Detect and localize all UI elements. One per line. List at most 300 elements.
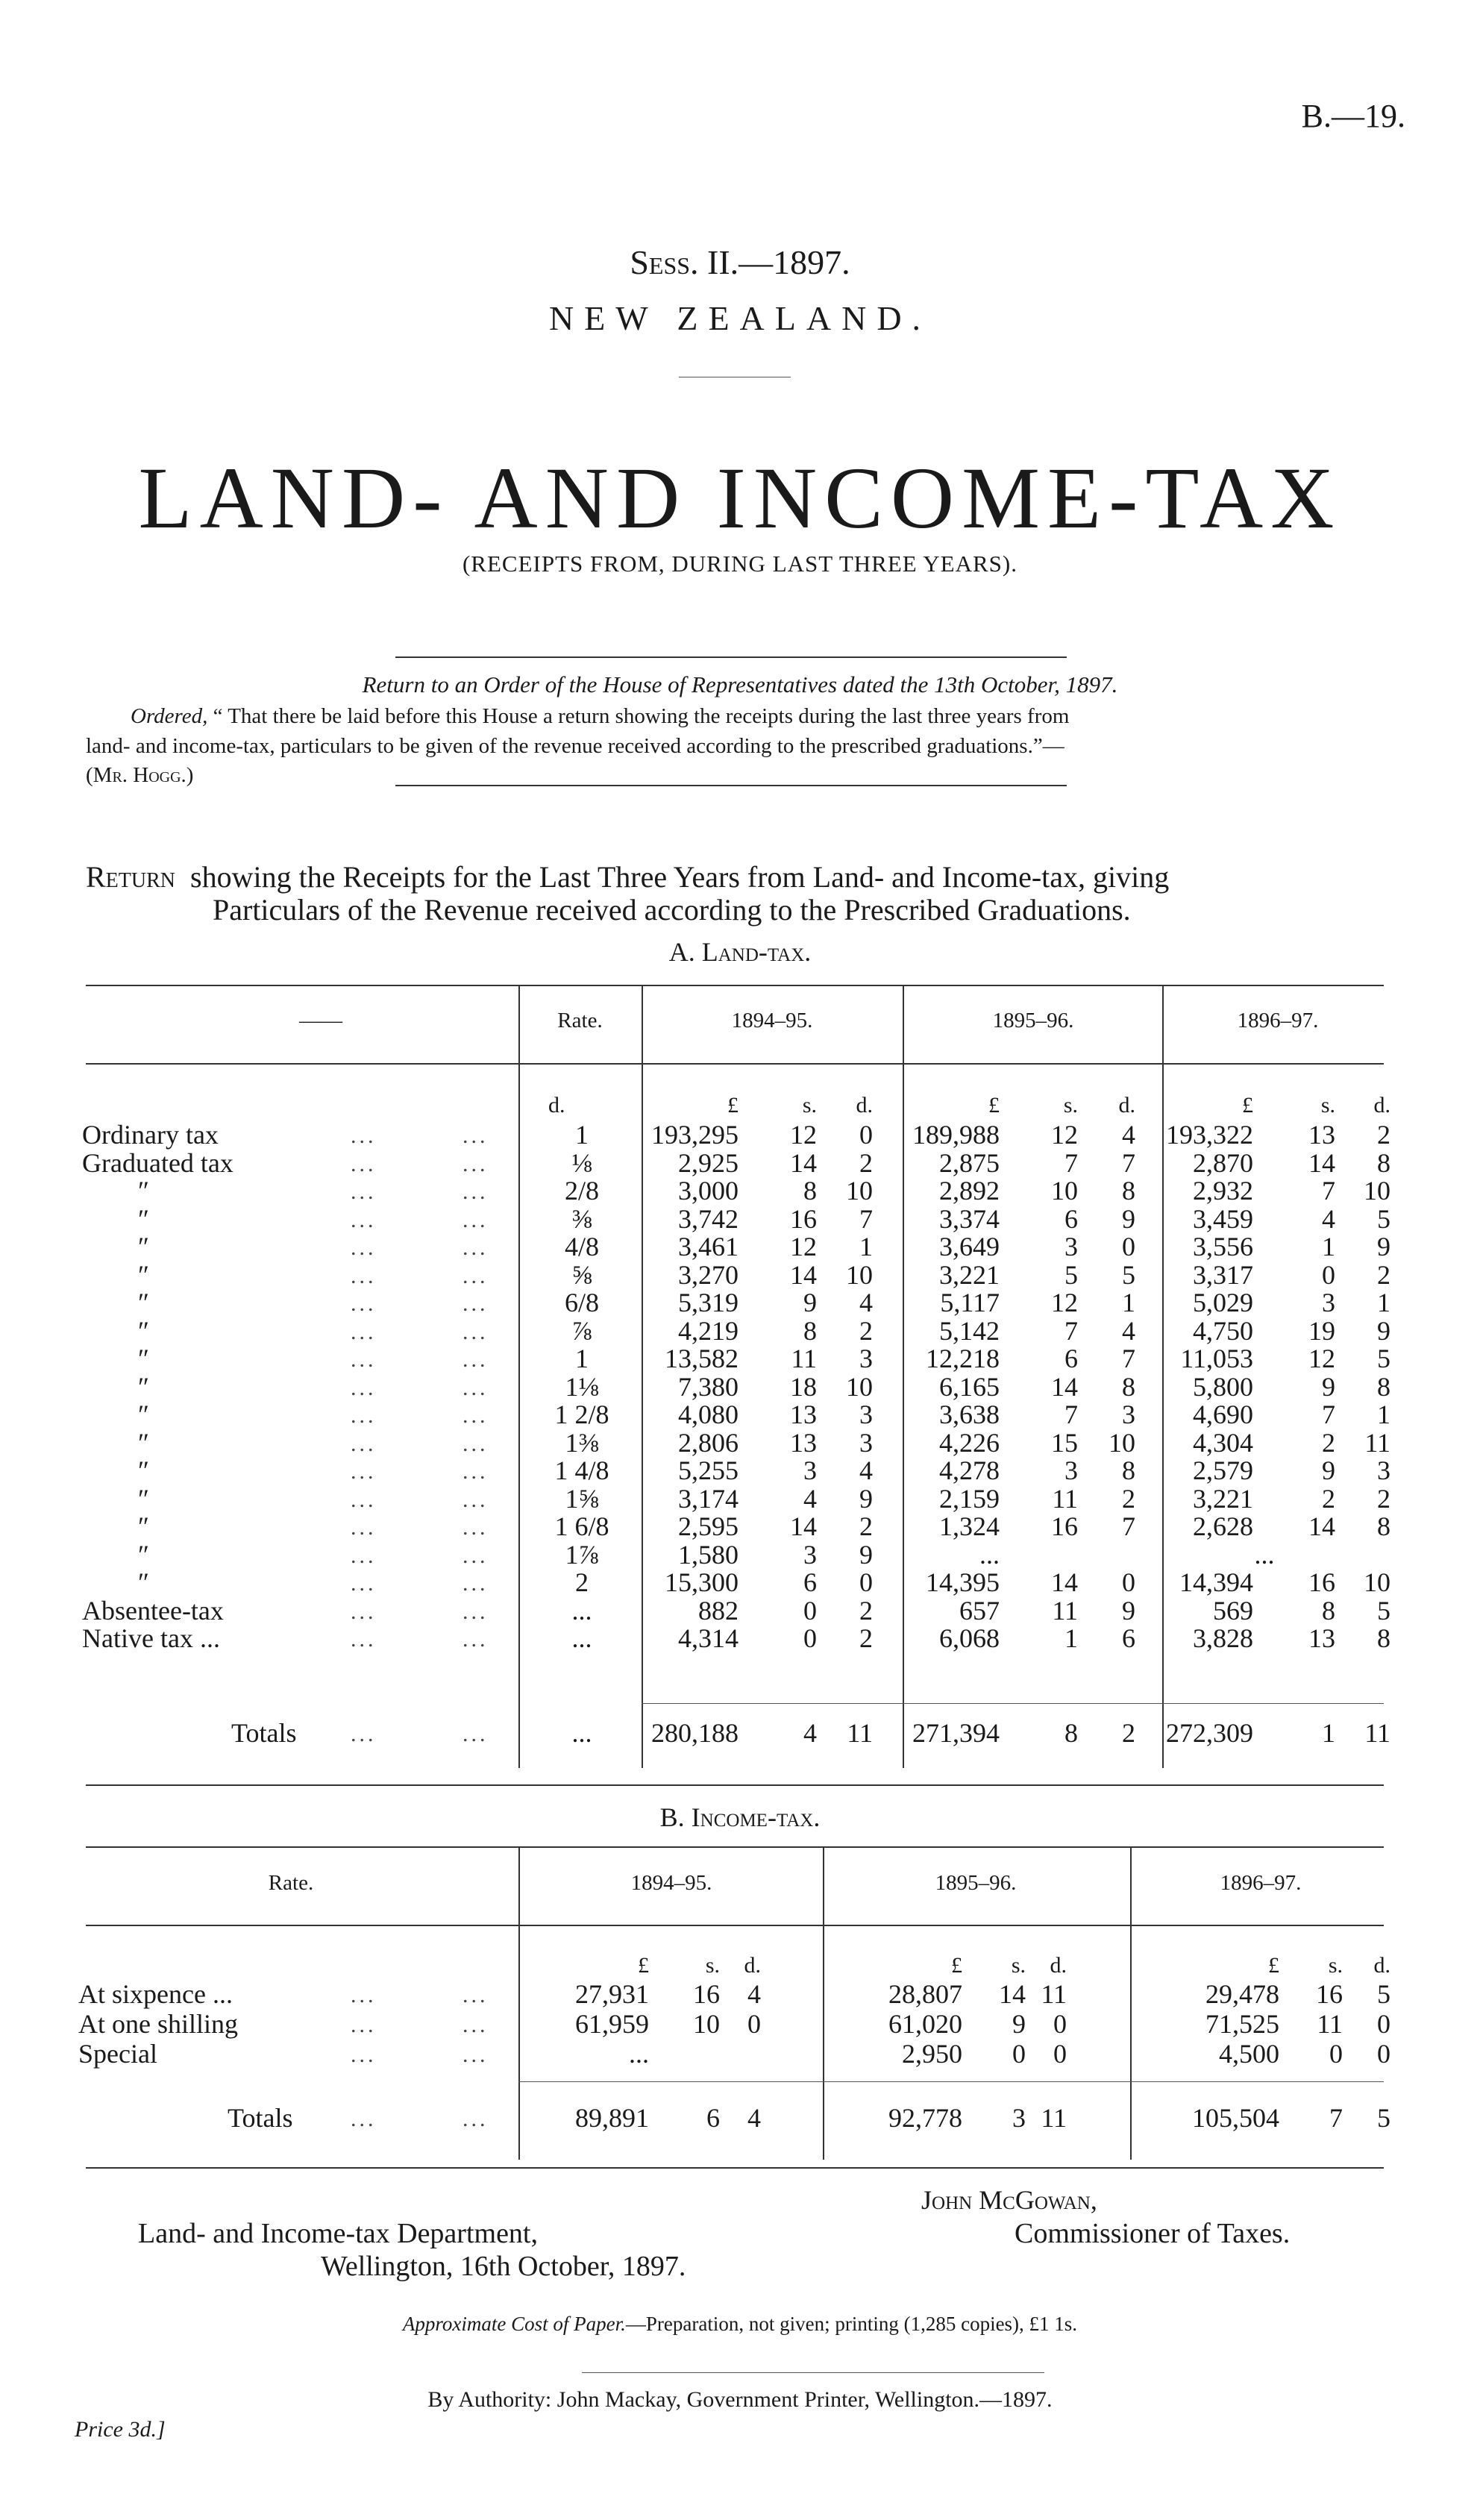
row-rate: 1⅞	[565, 1540, 599, 1570]
price-line: Price 3d.]	[75, 2417, 166, 2442]
row-dots: ...	[351, 1179, 377, 1204]
row-value: 3,221	[1193, 1484, 1253, 1514]
land-total-value: 2	[1122, 1718, 1135, 1748]
row-value: 4	[803, 1484, 817, 1514]
row-value: 9	[1122, 1204, 1135, 1234]
row-value-note: ...	[1254, 1540, 1275, 1570]
land-total-value: 11	[1364, 1718, 1390, 1748]
row-value: 4,278	[939, 1455, 1000, 1485]
income-table-header-rule	[86, 1925, 1384, 1926]
row-value: 19	[1308, 1316, 1335, 1346]
row-value: 3	[1322, 1288, 1335, 1317]
row-value: 0	[747, 2009, 761, 2039]
row-value: 7	[1064, 1148, 1078, 1178]
return-heading-line2: Particulars of the Revenue received according to the Prescribed Graduations.	[213, 893, 1131, 927]
row-value: 8	[1377, 1372, 1390, 1402]
row-value: 4	[1122, 1316, 1135, 1346]
row-value: 2,950	[902, 2039, 962, 2069]
land-total-value: 280,188	[651, 1718, 739, 1748]
row-dots: ...	[351, 1235, 377, 1260]
income-money-unit: s.	[705, 1953, 720, 1978]
row-dots: ...	[351, 1152, 377, 1176]
row-value: 2,870	[1193, 1148, 1253, 1178]
row-value: 10	[1364, 1176, 1390, 1206]
row-value: 7,380	[678, 1372, 739, 1402]
row-value: 2	[1122, 1484, 1135, 1514]
row-value: 5,142	[939, 1316, 1000, 1346]
row-dots: ...	[462, 2013, 489, 2037]
row-value: 4,690	[1193, 1400, 1253, 1429]
footer-rule	[582, 2372, 1044, 2373]
row-value: 6	[1064, 1344, 1078, 1373]
income-tax-title: B. Income-tax.	[659, 1802, 821, 1832]
row-value: 3,221	[939, 1260, 1000, 1290]
row-value: 2,628	[1193, 1511, 1253, 1541]
row-value: ...	[629, 2039, 649, 2069]
row-value: 3,270	[678, 1260, 739, 1290]
row-value: 7	[1322, 1176, 1335, 1206]
row-value: 8	[1122, 1176, 1135, 1206]
land-vline-1	[518, 985, 520, 1768]
row-value: 3,174	[678, 1484, 739, 1514]
row-value: 8	[803, 1316, 817, 1346]
row-dots: ...	[351, 1627, 377, 1652]
page-title: LAND- AND INCOME-TAX	[138, 449, 1342, 547]
row-value: 11	[1364, 1428, 1390, 1458]
row-value: 7	[1122, 1511, 1135, 1541]
row-rate: 1 4/8	[554, 1455, 609, 1485]
land-money-unit: d.	[1373, 1093, 1390, 1118]
income-total-value: 11	[1041, 2103, 1067, 2133]
row-value: 4	[1322, 1204, 1335, 1234]
row-value: 6,068	[939, 1623, 1000, 1653]
row-value: 10	[1109, 1428, 1135, 1458]
land-tax-title: A. Land-tax.	[668, 937, 812, 967]
land-totals-rule	[642, 1703, 1384, 1704]
row-value: 9	[1012, 2009, 1026, 2039]
row-dots: ...	[462, 1432, 489, 1456]
row-value: 9	[803, 1288, 817, 1317]
row-dots: ...	[351, 1291, 377, 1316]
row-dots: ...	[462, 1599, 489, 1624]
row-value: 193,322	[1166, 1120, 1253, 1150]
row-label: Absentee-tax	[82, 1596, 224, 1626]
row-value: 3,556	[1193, 1232, 1253, 1261]
row-label: Graduated tax	[82, 1148, 233, 1178]
row-label: ″	[138, 1204, 149, 1234]
row-value: 2	[1377, 1484, 1390, 1514]
row-value: 9	[1377, 1232, 1390, 1261]
row-value: 9	[1377, 1316, 1390, 1346]
row-dots: ...	[462, 1291, 489, 1316]
order-text-line1	[131, 704, 1069, 729]
row-value: 3	[803, 1455, 817, 1485]
row-value: 2	[859, 1148, 873, 1178]
row-rate: ⅜	[571, 1204, 592, 1234]
row-dots: ...	[351, 1347, 377, 1372]
return-text-1: showing the Receipts for the Last Three Years from Land- and Income-tax, giving	[190, 860, 1170, 894]
land-totals-label: Totals	[231, 1718, 297, 1748]
row-value: 3,649	[939, 1232, 1000, 1261]
row-value: 9	[1322, 1372, 1335, 1402]
row-label: ″	[138, 1288, 149, 1317]
row-value: 569	[1213, 1596, 1253, 1626]
land-total-value: 8	[1064, 1718, 1078, 1748]
row-value: 3	[859, 1428, 873, 1458]
row-value: 28,807	[888, 1979, 962, 2009]
row-rate: 1⅝	[565, 1484, 599, 1514]
row-value: 1	[859, 1232, 873, 1261]
income-money-unit: s.	[1328, 1953, 1343, 1978]
row-value: 3,828	[1193, 1623, 1253, 1653]
row-dots: ...	[351, 1571, 377, 1596]
row-value: 1	[1377, 1288, 1390, 1317]
row-dots: ...	[351, 1123, 377, 1148]
row-value: 0	[803, 1623, 817, 1653]
row-dots: ...	[351, 1599, 377, 1624]
row-value: 13	[790, 1400, 817, 1429]
row-value: 4	[859, 1288, 873, 1317]
row-value: 3,461	[678, 1232, 739, 1261]
land-year-header-1: 1894–95.	[731, 1009, 813, 1032]
row-dots: ...	[351, 2013, 377, 2037]
row-dots: ...	[462, 1123, 489, 1148]
row-value: 16	[790, 1204, 817, 1234]
row-value: 7	[1122, 1148, 1135, 1178]
row-value: 4,314	[678, 1623, 739, 1653]
row-value: 3,638	[939, 1400, 1000, 1429]
land-totals-dots-1: ...	[351, 1722, 377, 1746]
row-value: 8	[1377, 1511, 1390, 1541]
row-value: 1	[1064, 1623, 1078, 1653]
row-value: 14,395	[926, 1567, 1000, 1597]
land-rate-header: Rate.	[557, 1009, 603, 1032]
row-value: 6,165	[939, 1372, 1000, 1402]
land-rate-unit: d.	[548, 1093, 565, 1118]
income-total-value: 105,504	[1192, 2103, 1279, 2133]
row-value: 2,159	[939, 1484, 1000, 1514]
row-rate: 1 2/8	[554, 1400, 609, 1429]
row-value: 7	[1064, 1400, 1078, 1429]
row-label: ″	[138, 1428, 149, 1458]
income-total-value: 4	[747, 2103, 761, 2133]
row-value: 4,500	[1219, 2039, 1279, 2069]
row-value: 16	[1308, 1567, 1335, 1597]
row-dots: ...	[351, 1543, 377, 1568]
row-value: 6	[803, 1567, 817, 1597]
row-value: 10	[846, 1260, 873, 1290]
land-money-unit: s.	[802, 1093, 817, 1118]
row-value: 0	[1122, 1232, 1135, 1261]
income-money-unit: £	[951, 1953, 962, 1978]
land-totals-rate: ...	[571, 1718, 592, 1748]
row-value: 5,319	[678, 1288, 739, 1317]
income-year-header-2: 1895–96.	[935, 1871, 1017, 1895]
row-value: 2	[859, 1316, 873, 1346]
row-dots: ...	[462, 1403, 489, 1428]
row-value: 2,595	[678, 1511, 739, 1541]
row-dots: ...	[462, 2043, 489, 2067]
row-value: 3,317	[1193, 1260, 1253, 1290]
land-money-unit: s.	[1063, 1093, 1078, 1118]
row-value: 8	[1377, 1148, 1390, 1178]
row-value: 3	[859, 1344, 873, 1373]
income-total-value: 7	[1329, 2103, 1343, 2133]
row-rate: 1 6/8	[554, 1511, 609, 1541]
row-value: 11	[1317, 2009, 1343, 2039]
row-value: ...	[979, 1540, 1000, 1570]
row-value: 14	[1051, 1567, 1078, 1597]
row-value: 6	[1122, 1623, 1135, 1653]
row-value: 3	[1122, 1400, 1135, 1429]
land-money-unit: £	[1242, 1093, 1253, 1118]
row-value: 6	[1064, 1204, 1078, 1234]
row-dots: ...	[462, 1543, 489, 1568]
row-value: 0	[859, 1567, 873, 1597]
row-value: 12	[790, 1120, 817, 1150]
row-value: 14	[1308, 1511, 1335, 1541]
row-value: 1,324	[939, 1511, 1000, 1541]
row-rate: 1⅜	[565, 1428, 599, 1458]
row-value: 9	[1322, 1455, 1335, 1485]
row-value: 3,459	[1193, 1204, 1253, 1234]
income-total-value: 5	[1377, 2103, 1390, 2133]
row-value: 12	[1308, 1344, 1335, 1373]
row-value: 2,892	[939, 1176, 1000, 1206]
row-value: 7	[1122, 1344, 1135, 1373]
row-rate: 1	[575, 1344, 589, 1373]
land-year-header-3: 1896–97.	[1237, 1009, 1319, 1032]
row-value: 16	[1051, 1511, 1078, 1541]
row-value: 0	[1322, 1260, 1335, 1290]
row-value: 0	[803, 1596, 817, 1626]
order-line: Return to an Order of the House of Representatives dated the 13th October, 1897.	[362, 671, 1118, 698]
row-value: 4,080	[678, 1400, 739, 1429]
row-value: 11	[1041, 1979, 1067, 2009]
row-label: ″	[138, 1316, 149, 1346]
page-subtitle: (RECEIPTS FROM, DURING LAST THREE YEARS).	[462, 551, 1018, 577]
row-label: ″	[138, 1484, 149, 1514]
row-value: 14	[790, 1148, 817, 1178]
row-value: 5	[1377, 1979, 1390, 2009]
session-line: Sess. II.—1897.	[630, 243, 850, 281]
row-value: 3	[1377, 1455, 1390, 1485]
row-label: At sixpence ...	[78, 1979, 233, 2009]
row-rate: ⅛	[571, 1148, 592, 1178]
row-value: 0	[859, 1120, 873, 1150]
row-dots: ...	[462, 1320, 489, 1344]
income-money-unit: £	[638, 1953, 649, 1978]
cost-line	[0, 2313, 1480, 2336]
row-value: 2	[859, 1623, 873, 1653]
order-text-line2: land- and income-tax, particulars to be given of the revenue received according to the prescribed graduations.”—	[86, 734, 1064, 758]
row-value: 5	[1122, 1260, 1135, 1290]
row-value: 2,806	[678, 1428, 739, 1458]
row-value: 10	[693, 2009, 720, 2039]
row-rate: ...	[571, 1596, 592, 1626]
row-dots: ...	[351, 1264, 377, 1288]
row-dots: ...	[351, 1320, 377, 1344]
row-value: 61,959	[575, 2009, 649, 2039]
row-value: 5,255	[678, 1455, 739, 1485]
row-value: 14	[1051, 1372, 1078, 1402]
row-dots: ...	[351, 1376, 377, 1400]
land-total-value: 271,394	[912, 1718, 1000, 1748]
income-table-bottom-rule	[86, 2167, 1384, 2169]
row-dots: ...	[351, 1403, 377, 1428]
order-bottom-rule	[395, 785, 1067, 786]
row-value: 1,580	[678, 1540, 739, 1570]
row-value: 2	[859, 1596, 873, 1626]
row-value: 4	[747, 1979, 761, 2009]
department-line: Land- and Income-tax Department,	[138, 2218, 538, 2249]
income-totals-label: Totals	[228, 2103, 293, 2133]
cost-text: —Preparation, not given; printing (1,285 copies), £1 1s.	[625, 2313, 1078, 2335]
land-year-header-2: 1895–96.	[992, 1009, 1074, 1032]
income-money-unit: d.	[1050, 1953, 1067, 1978]
row-value: 10	[1364, 1567, 1390, 1597]
land-total-value: 11	[847, 1718, 873, 1748]
row-value: 13	[790, 1428, 817, 1458]
row-value: 15,300	[665, 1567, 739, 1597]
ordered-word: Ordered,	[131, 704, 208, 728]
signatory-name: John McGowan,	[921, 2185, 1097, 2215]
row-value: 3	[859, 1400, 873, 1429]
income-money-unit: d.	[1373, 1953, 1390, 1978]
row-dots: ...	[462, 1152, 489, 1176]
row-value: 5,800	[1193, 1372, 1253, 1402]
income-total-value: 92,778	[888, 2103, 962, 2133]
row-value: 61,020	[888, 2009, 962, 2039]
row-value: 15	[1051, 1428, 1078, 1458]
document-code: B.—19.	[1301, 98, 1405, 134]
row-value: 4	[1122, 1120, 1135, 1150]
row-label: ″	[138, 1176, 149, 1206]
row-dots: ...	[462, 1376, 489, 1400]
row-label: ″	[138, 1232, 149, 1261]
row-value: 5,117	[940, 1288, 1000, 1317]
country-line: NEW ZEALAND.	[548, 299, 932, 337]
row-value: 2,579	[1193, 1455, 1253, 1485]
return-lead: Return	[86, 860, 176, 894]
row-value: 4,219	[678, 1316, 739, 1346]
row-value: 0	[1053, 2009, 1067, 2039]
row-value: 10	[846, 1372, 873, 1402]
row-value: 5	[1377, 1344, 1390, 1373]
row-dots: ...	[462, 1264, 489, 1288]
row-label: Ordinary tax	[82, 1120, 219, 1150]
row-label: ″	[138, 1567, 149, 1597]
row-dots: ...	[351, 2043, 377, 2067]
row-value: 189,988	[912, 1120, 1000, 1150]
row-rate: ⅞	[571, 1316, 592, 1346]
row-value: 4,226	[939, 1428, 1000, 1458]
row-value: 9	[859, 1540, 873, 1570]
income-money-unit: d.	[744, 1953, 761, 1978]
row-dots: ...	[351, 1459, 377, 1484]
row-value: 0	[1012, 2039, 1026, 2069]
row-value: 5	[1377, 1596, 1390, 1626]
row-value: 8	[1322, 1596, 1335, 1626]
row-value: 1	[1122, 1288, 1135, 1317]
income-year-header-1: 1894–95.	[630, 1871, 712, 1895]
row-value: 4,750	[1193, 1316, 1253, 1346]
row-value: 10	[1051, 1176, 1078, 1206]
row-dots: ...	[462, 1459, 489, 1484]
land-table-header-rule	[86, 1063, 1384, 1065]
row-rate: 2	[575, 1567, 589, 1597]
row-value: 11	[1052, 1484, 1078, 1514]
row-dots: ...	[351, 1488, 377, 1512]
row-value: 3,742	[678, 1204, 739, 1234]
row-value: 3,374	[939, 1204, 1000, 1234]
income-totals-dots-2: ...	[462, 2107, 489, 2131]
row-label: ″	[138, 1400, 149, 1429]
row-dots: ...	[462, 1983, 489, 2007]
row-value: 657	[959, 1596, 1000, 1626]
row-dots: ...	[462, 1515, 489, 1540]
row-value: 13	[1308, 1623, 1335, 1653]
row-value: 3,000	[678, 1176, 739, 1206]
row-value: 4	[859, 1455, 873, 1485]
row-value: 9	[1122, 1596, 1135, 1626]
row-dots: ...	[351, 1983, 377, 2007]
row-value: 882	[698, 1596, 739, 1626]
row-value: 0	[1122, 1567, 1135, 1597]
row-value: 14	[999, 1979, 1026, 2009]
row-value: 1	[1377, 1400, 1390, 1429]
row-rate: ⅝	[571, 1260, 592, 1290]
income-totals-rule	[518, 2081, 1384, 2082]
income-total-value: 6	[706, 2103, 720, 2133]
land-money-unit: £	[988, 1093, 1000, 1118]
row-dots: ...	[351, 1515, 377, 1540]
row-label: ″	[138, 1511, 149, 1541]
row-value: 7	[859, 1204, 873, 1234]
row-dots: ...	[462, 1347, 489, 1372]
row-value: 14,394	[1179, 1567, 1253, 1597]
income-money-unit: s.	[1011, 1953, 1026, 1978]
row-value: 2	[1322, 1484, 1335, 1514]
land-blank-header: ——	[299, 1009, 342, 1032]
income-table-top-rule	[86, 1846, 1384, 1848]
row-dots: ...	[462, 1208, 489, 1232]
row-value: 8	[803, 1176, 817, 1206]
land-total-value: 1	[1322, 1718, 1335, 1748]
row-value: 8	[1377, 1623, 1390, 1653]
row-value: 11	[1052, 1596, 1078, 1626]
row-rate: ...	[571, 1623, 592, 1653]
row-value: 11	[791, 1344, 817, 1373]
row-label: ″	[138, 1344, 149, 1373]
row-value: 2	[1322, 1428, 1335, 1458]
row-value: 5,029	[1193, 1288, 1253, 1317]
row-dots: ...	[462, 1627, 489, 1652]
row-label: Native tax ...	[82, 1623, 220, 1653]
land-total-value: 272,309	[1166, 1718, 1253, 1748]
row-value: 3	[1064, 1232, 1078, 1261]
income-vline-3	[1130, 1846, 1132, 2160]
row-label: At one shilling	[78, 2009, 238, 2039]
row-dots: ...	[462, 1235, 489, 1260]
row-value: 29,478	[1205, 1979, 1279, 2009]
row-value: 8	[1122, 1455, 1135, 1485]
row-label: ″	[138, 1260, 149, 1290]
row-value: 27,931	[575, 1979, 649, 2009]
row-value: 5	[1064, 1260, 1078, 1290]
place-date-line: Wellington, 16th October, 1897.	[321, 2251, 686, 2282]
income-vline-2	[823, 1846, 824, 2160]
